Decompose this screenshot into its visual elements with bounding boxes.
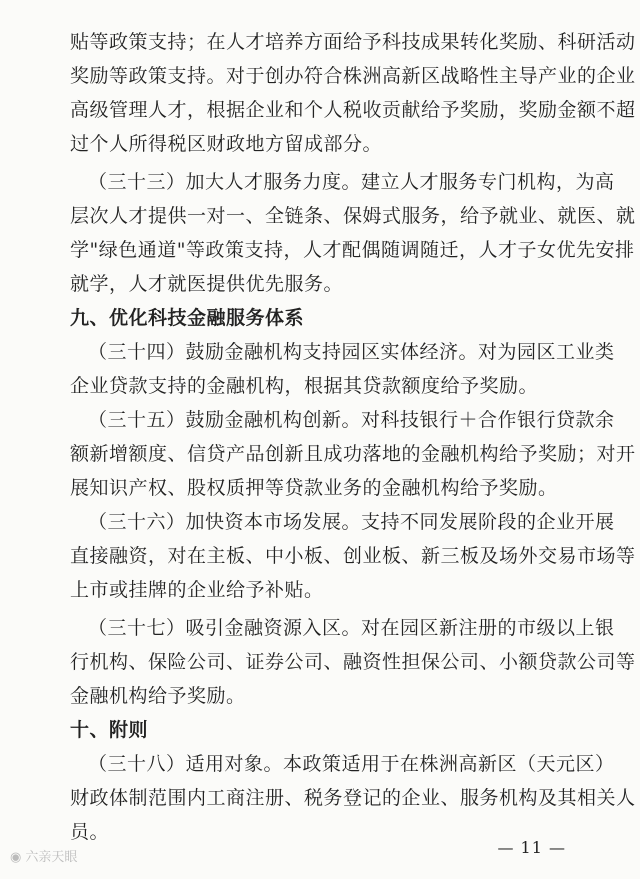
- text-line: 学"绿色通道"等政策支持，人才配偶随调随迁，人才子女优先安排: [70, 239, 635, 261]
- paragraph-37-first-line: （三十七）吸引金融资源入区。对在园区新注册的市级以上银: [88, 617, 615, 639]
- paragraph-35-first-line: （三十五）鼓励金融机构创新。对科技银行＋合作银行贷款余: [88, 409, 615, 431]
- text-line: 过个人所得税区财政地方留成部分。: [70, 133, 383, 155]
- paragraph-33-first-line: （三十三）加大人才服务力度。建立人才服务专门机构，为高: [88, 171, 615, 193]
- text-line: 行机构、保险公司、证券公司、融资性担保公司、小额贷款公司等: [70, 651, 636, 673]
- text-line: 直接融资，对在主板、中小板、创业板、新三板及场外交易市场等: [70, 545, 636, 567]
- paragraph-36-first-line: （三十六）加快资本市场发展。支持不同发展阶段的企业开展: [88, 511, 615, 533]
- text-line: 奖励等政策支持。对于创办符合株洲高新区战略性主导产业的企业: [70, 65, 636, 87]
- camera-icon: ◉: [10, 850, 22, 865]
- watermark: [10, 846, 77, 865]
- text-line: 额新增额度、信贷产品创新且成功落地的金融机构给予奖励；对开: [70, 443, 636, 465]
- text-line: 金融机构给予奖励。: [70, 685, 246, 707]
- text-line: 财政体制范围内工商注册、税务登记的企业、服务机构及其相关人: [70, 787, 636, 809]
- text-line: 展知识产权、股权质押等贷款业务的金融机构给予奖励。: [70, 477, 558, 499]
- paragraph-38-first-line: （三十八）适用对象。本政策适用于在株洲高新区（天元区）: [88, 753, 615, 775]
- text-line: 就学，人才就医提供优先服务。: [70, 273, 344, 295]
- text-line: 高级管理人才，根据企业和个人税收贡献给予奖励，奖励金额不超: [70, 99, 636, 121]
- section-heading-9: 九、优化科技金融服务体系: [70, 307, 305, 329]
- text-line: 贴等政策支持；在人才培养方面给予科技成果转化奖励、科研活动: [70, 31, 636, 53]
- text-line: 层次人才提供一对一、全链条、保姆式服务，给予就业、就医、就: [70, 205, 636, 227]
- paragraph-34-first-line: （三十四）鼓励金融机构支持园区实体经济。对为园区工业类: [88, 341, 615, 363]
- text-line: 员。: [70, 821, 110, 843]
- section-heading-10: 十、附则: [70, 719, 149, 741]
- watermark-text: 六亲天眼: [25, 850, 78, 865]
- text-line: 企业贷款支持的金融机构，根据其贷款额度给予奖励。: [70, 375, 539, 397]
- text-line: 上市或挂牌的企业给予补贴。: [70, 579, 324, 601]
- page-number: — 11 —: [497, 838, 566, 857]
